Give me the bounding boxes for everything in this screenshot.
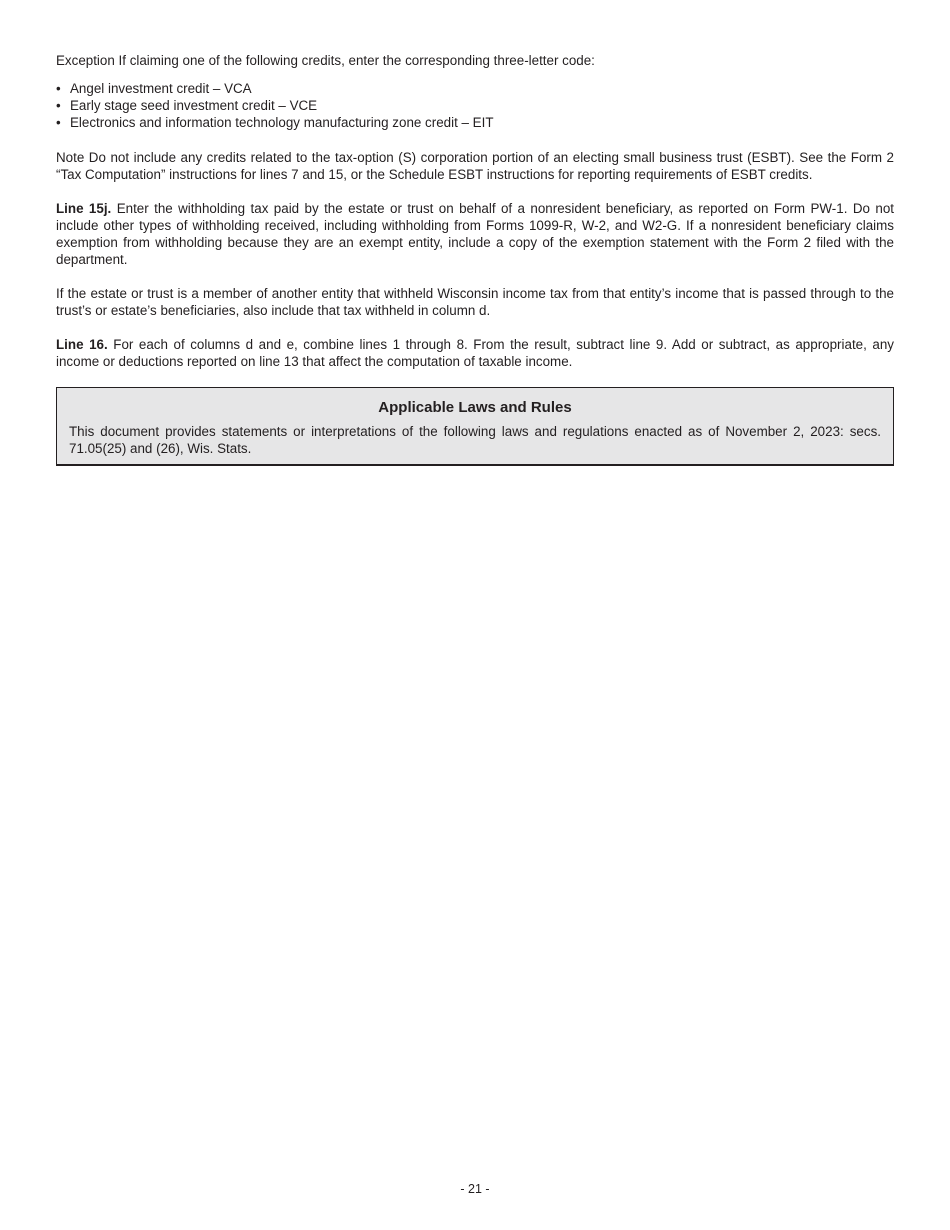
list-item — [56, 80, 894, 97]
applicable-laws-box — [56, 387, 894, 466]
credit-code-text: Early stage seed investment credit – VCE — [70, 98, 318, 113]
applicable-laws-title: Applicable Laws and Rules — [378, 399, 572, 416]
bullet-icon: • — [56, 115, 61, 130]
page-content — [56, 52, 894, 466]
list-item — [56, 114, 894, 131]
credit-code-text: Electronics and information technology manufacturing zone credit – EIT — [70, 115, 494, 130]
credit-code-list — [56, 80, 894, 131]
line-16-text: For each of columns d and e, combine lines 1 through 8. From the result, subtract line 9. Add or subtract, as appropriate, any income or deductions reported on line 13 that affect the computation of taxable income. — [56, 337, 894, 369]
bullet-icon: • — [56, 81, 61, 96]
line-16-label: Line 16. — [56, 337, 108, 352]
line-16-paragraph — [56, 336, 894, 370]
line-15j-label: Line 15j. — [56, 201, 112, 216]
line-15j-paragraph — [56, 200, 894, 268]
exception-paragraph: Exception If claiming one of the following credits, enter the corresponding three-letter code: — [56, 53, 595, 68]
note-paragraph: Note Do not include any credits related to the tax-option (S) corporation portion of an electing small business trust (ESBT). See the Form 2 “Tax Computation” instructions for lines 7 and 15, or the Schedule ESBT instructions for reporting requirements of ESBT credits. — [56, 150, 894, 182]
page-number: - 21 - — [460, 1182, 490, 1196]
member-entity-paragraph: If the estate or trust is a member of another entity that withheld Wisconsin income tax from that entity’s income that is passed through to the trust’s or estate’s beneficiaries, also include that tax withheld in column d. — [56, 286, 894, 318]
credit-code-text: Angel investment credit – VCA — [70, 81, 252, 96]
applicable-laws-text: This document provides statements or interpretations of the following laws and regulations enacted as of November 2, 2023: secs. 71.05(25) and (26), Wis. Stats. — [69, 424, 881, 456]
bullet-icon: • — [56, 98, 61, 113]
line-15j-text: Enter the withholding tax paid by the estate or trust on behalf of a nonresident beneficiary, as reported on Form PW-1. Do not include other types of withholding received, including withholding from Forms 1099-R, W-2, and W2-G. If a nonresident beneficiary claims exemption from withholding because they are an exempt entity, include a copy of the exemption statement with the Form 2 filed with the department. — [56, 201, 894, 267]
list-item — [56, 97, 894, 114]
